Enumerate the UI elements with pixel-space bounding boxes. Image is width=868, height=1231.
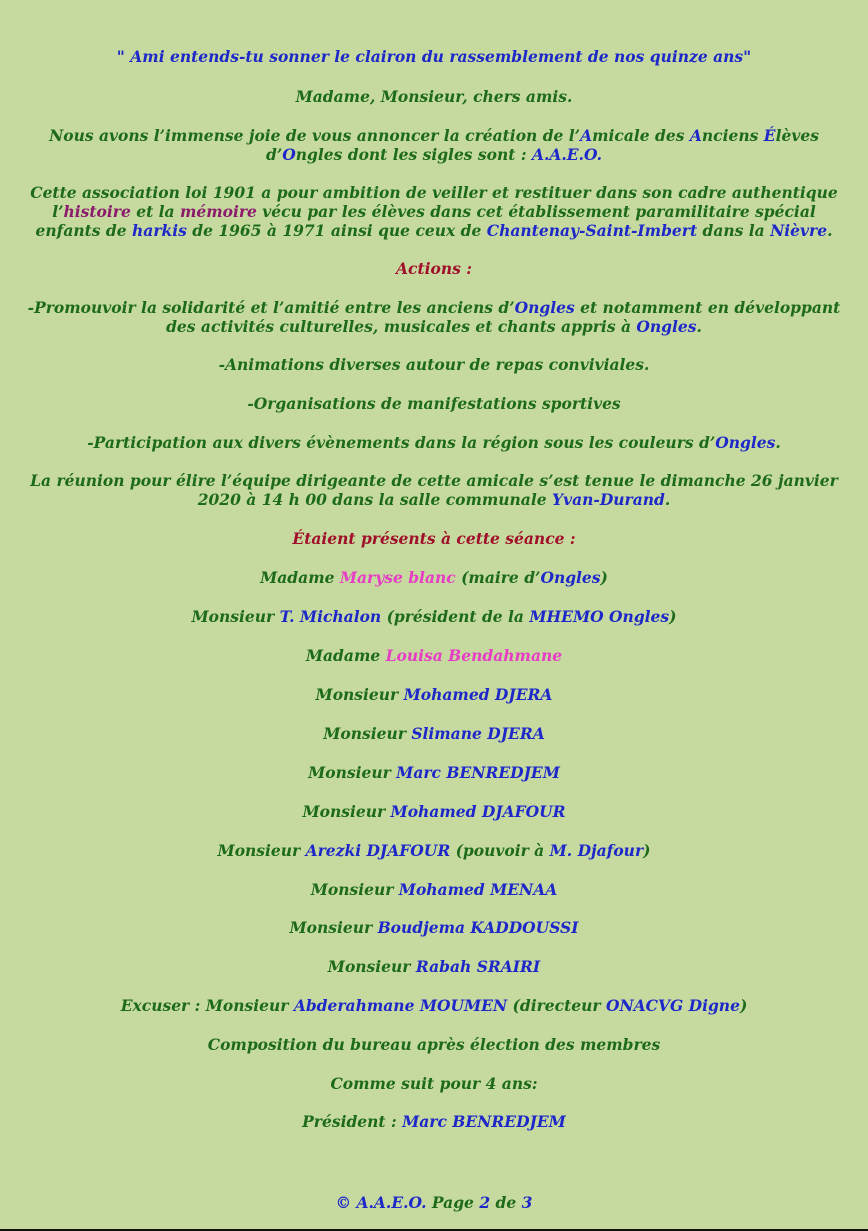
- attendee-name: Boudjema KADDOUSSI: [377, 918, 579, 937]
- action-text: des activités culturelles, musicales et chants appris à: [166, 317, 637, 336]
- attendee-row: [0, 957, 868, 976]
- initial-letter: É: [763, 126, 776, 145]
- reunion-text: .: [664, 490, 671, 509]
- intro-text: micale des: [592, 126, 690, 145]
- quote-line: " Ami entends-tu sonner le clairon du rassemblement de nos quinze ans": [116, 47, 752, 66]
- organization-name: MHEMO Ongles: [529, 607, 670, 626]
- attendee-name: Arezki DJAFOUR: [305, 841, 451, 860]
- page-label: de: [490, 1193, 522, 1212]
- attendee-name: Maryse blanc: [339, 568, 456, 587]
- attendee-role: (maire d’: [455, 568, 541, 587]
- attendee-role: (pouvoir à: [450, 841, 550, 860]
- attendee-role: (directeur: [507, 996, 606, 1015]
- intro-line-1: [0, 126, 868, 145]
- attendee-name: Mohamed DJERA: [403, 685, 553, 704]
- attendee-name: T. Michalon: [279, 607, 382, 626]
- attendee-name: Mohamed DJAFOUR: [390, 802, 566, 821]
- association-text: enfants de: [35, 221, 133, 240]
- attendee-title: Madame: [260, 568, 340, 587]
- chantenay-place: Chantenay-Saint-Imbert: [486, 221, 698, 240]
- page-footer: [0, 1193, 868, 1212]
- page-number: 2: [479, 1193, 491, 1212]
- action-text: -Participation aux divers évènements dans la région sous les couleurs d’: [87, 433, 716, 452]
- attendee-title: Monsieur: [302, 802, 391, 821]
- attendee-role: ): [739, 996, 748, 1015]
- attendee-row: [0, 841, 868, 860]
- attendee-title: Monsieur: [323, 724, 412, 743]
- attendee-row: [0, 724, 868, 743]
- action-1-line-1: [0, 298, 868, 317]
- attendee-name: Marc BENREDJEM: [396, 763, 560, 782]
- ongles-word: Ongles: [540, 568, 601, 587]
- action-2: -Animations diverses autour de repas conviviales.: [218, 355, 650, 374]
- sigle-text: A.A.E.O.: [531, 145, 602, 164]
- association-line-2: [0, 202, 868, 221]
- excused-label: Excuser : Monsieur: [120, 996, 294, 1015]
- association-text: vécu par les élèves dans cet établissement paramilitaire spécial: [256, 202, 816, 221]
- intro-line-2: [0, 145, 868, 164]
- association-text: l’: [52, 202, 64, 221]
- action-text: .: [775, 433, 781, 452]
- attendee-title: Monsieur: [289, 918, 378, 937]
- intro-text: Nous avons l’immense joie de vous annoncer la création de l’: [49, 126, 581, 145]
- attendee-role: (président de la: [381, 607, 530, 626]
- action-text: .: [696, 317, 702, 336]
- association-line-1: Cette association loi 1901 a pour ambition de veiller et restituer dans son cadre authentique: [30, 183, 838, 202]
- action-text: -Promouvoir la solidarité et l’amitié entre les anciens d’: [27, 298, 515, 317]
- organization-name: ONACVG Digne: [605, 996, 740, 1015]
- initial-letter: A: [580, 126, 593, 145]
- nievre-place: Nièvre: [770, 221, 828, 240]
- attendee-title: Monsieur: [308, 763, 397, 782]
- action-text: et notamment en développant: [574, 298, 841, 317]
- composition-line: Composition du bureau après élection des membres: [207, 1035, 661, 1054]
- proxy-name: M. Djafour: [549, 841, 644, 860]
- intro-text: d’: [266, 145, 283, 164]
- excused-row: [0, 996, 868, 1015]
- ongles-word: Ongles: [715, 433, 776, 452]
- attendee-name: Mohamed MENAA: [398, 880, 558, 899]
- attendee-name: Abderahmane MOUMEN: [293, 996, 508, 1015]
- president-label: Président :: [302, 1112, 403, 1131]
- attendee-role: ): [600, 568, 608, 587]
- intro-text: nciens: [701, 126, 764, 145]
- association-text: de 1965 à 1971 ainsi que ceux de: [186, 221, 487, 240]
- attendee-row: [0, 763, 868, 782]
- attendee-row: [0, 802, 868, 821]
- attendee-row: [0, 918, 868, 937]
- president-row: [0, 1112, 868, 1131]
- ongles-word: Ongles: [636, 317, 697, 336]
- attendee-title: Monsieur: [310, 880, 399, 899]
- action-3: -Organisations de manifestations sportives: [247, 394, 621, 413]
- presents-heading: Étaient présents à cette séance :: [292, 529, 576, 548]
- reunion-line-1: La réunion pour élire l’équipe dirigeante de cette amicale s’est tenue le dimanche 26 janvier: [30, 471, 838, 490]
- attendee-title: Madame: [305, 646, 386, 665]
- reunion-line-2: [0, 490, 868, 509]
- attendee-title: Monsieur: [191, 607, 280, 626]
- attendee-role: ): [669, 607, 677, 626]
- page-label: Page: [426, 1193, 480, 1212]
- salle-name: Yvan-Durand: [552, 490, 665, 509]
- term-line: Comme suit pour 4 ans:: [330, 1074, 538, 1093]
- ongles-word: Ongles: [514, 298, 575, 317]
- attendee-row: [0, 880, 868, 899]
- action-1-line-2: [0, 317, 868, 336]
- attendee-title: Monsieur: [315, 685, 404, 704]
- association-line-3: [0, 221, 868, 240]
- greeting: Madame, Monsieur, chers amis.: [295, 87, 573, 106]
- actions-heading: Actions :: [396, 259, 472, 278]
- action-4: [0, 433, 868, 452]
- president-name: Marc BENREDJEM: [402, 1112, 566, 1131]
- attendee-row: [0, 607, 868, 626]
- attendee-row: [0, 646, 868, 665]
- attendee-role: ): [643, 841, 651, 860]
- copyright-text: © A.A.E.O.: [335, 1193, 427, 1212]
- attendee-name: Slimane DJERA: [411, 724, 545, 743]
- attendee-name: Rabah SRAIRI: [415, 957, 541, 976]
- attendee-name: Louisa Bendahmane: [385, 646, 563, 665]
- attendee-row: [0, 568, 868, 587]
- attendee-row: [0, 685, 868, 704]
- association-text: dans la: [697, 221, 771, 240]
- attendee-title: Monsieur: [327, 957, 416, 976]
- intro-text: ngles dont les sigles sont :: [295, 145, 532, 164]
- initial-letter: A: [689, 126, 702, 145]
- reunion-text: 2020 à 14 h 00 dans la salle communale: [197, 490, 553, 509]
- page-total: 3: [521, 1193, 533, 1212]
- harkis-word: harkis: [132, 221, 187, 240]
- initial-letter: O: [282, 145, 296, 164]
- association-text: .: [827, 221, 833, 240]
- association-text: et la: [130, 202, 180, 221]
- intro-text: lèves: [775, 126, 819, 145]
- histoire-word: histoire: [63, 202, 131, 221]
- attendee-title: Monsieur: [217, 841, 306, 860]
- memoire-word: mémoire: [179, 202, 257, 221]
